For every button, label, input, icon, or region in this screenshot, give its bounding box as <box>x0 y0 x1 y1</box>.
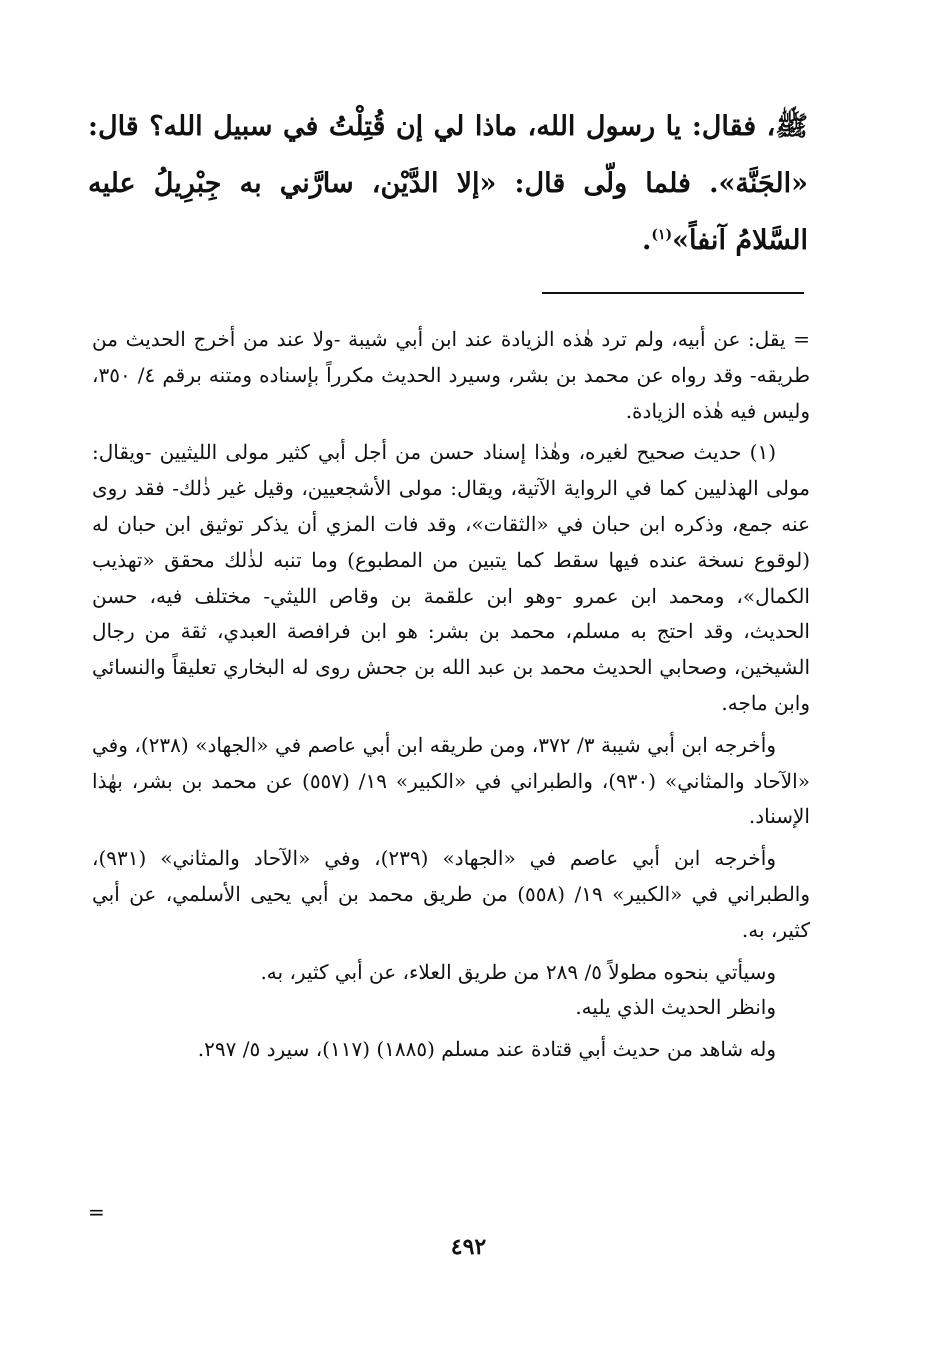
main-paragraph-ending: . <box>641 225 652 256</box>
footnote-1: (١) حديث صحيح لغيره، وهٰذا إسناد حسن من أجل أبي كثير مولى الليثيين -ويقال: مولى الهذليين كما في الرواية الآتية، ويقال: مولى الأشجعيين، وقيل غير ذٰلك- فقد روى عنه جمع، وذكره ابن حبان في «الثقات»، وقد فات المزي أن يذكر توثيق ابن حبان له (لوقوع نسخة عنده فيها سقط كما يتبين من المطبوع) وما تنبه لذٰلك محقق «تهذيب الكمال»، ومحمد ابن عمرو -وهو ابن علقمة بن وقاص الليثي- مختلف فيه، حسن الحديث، وقد احتج به مسلم، محمد بن بشر: هو ابن فرافصة العبدي، ثقة من رجال الشيخين، وصحابي الحديث محمد بن عبد الله بن جحش روى له البخاري تعليقاً والنسائي وابن ماجه. <box>92 440 811 715</box>
footnote-continuation: = يقل: عن أبيه، ولم ترد هٰذه الزيادة عند ابن أبي شيبة -ولا عند من أخرج الحديث من طريقه- وقد رواه عن محمد بن بشر، وسيرد الحديث مكرراً بإسناده ومتنه برقم ٤/ ٣٥٠، وليس فيه هٰذه الزيادة. <box>92 327 810 423</box>
main-paragraph <box>88 98 808 269</box>
footnote-1-paragraph-2: وأخرجه ابن أبي شيبة ٣/ ٣٧٢، ومن طريقه ابن أبي عاصم في «الجهاد» (٢٣٨)، وفي «الآحاد والمثاني» (٩٣٠)، والطبراني في «الكبير» ١٩/ (٥٥٧) عن محمد بن بشر، بهٰذا الإسناد. <box>92 732 810 829</box>
footnotes <box>92 322 810 1074</box>
footnote-1-paragraph-5: وانظر الحديث الذي يليه. <box>575 995 776 1020</box>
main-text <box>88 98 808 269</box>
footnote-1-paragraph-6: وله شاهد من حديث أبي قتادة عند مسلم (١٨٨٥) (١١٧)، سيرد ٥/ ٢٩٧. <box>197 1037 776 1062</box>
footnote-1-paragraph-3: وأخرجه ابن أبي عاصم في «الجهاد» (٢٣٩)، وفي «الآحاد والمثاني» (٩٣١)، والطبراني في «الكبير» ١٩/ (٥٥٨) من طريق محمد بن أبي يحيى الأسلمي، عن أبي كثير، به. <box>92 846 811 942</box>
footnote-divider <box>542 292 804 294</box>
main-paragraph-text: ﷺ، فقال: يا رسول الله، ماذا لي إن قُتِلْتُ في سبيل الله؟ قال: «الجَنَّة». فلما ولّى قال: «إلا الدَّيْن، سارَّني به جِبْرِيلُ عليه السَّلامُ آنفاً» <box>88 111 808 256</box>
page-number: ٤٩٢ <box>450 1234 487 1260</box>
continuation-mark: = <box>88 1200 105 1224</box>
footnote-reference: (١) <box>651 227 673 243</box>
footnote-1-paragraph-4: وسيأتي بنحوه مطولاً ٥/ ٢٨٩ من طريق العلاء، عن أبي كثير، به. <box>260 959 776 984</box>
